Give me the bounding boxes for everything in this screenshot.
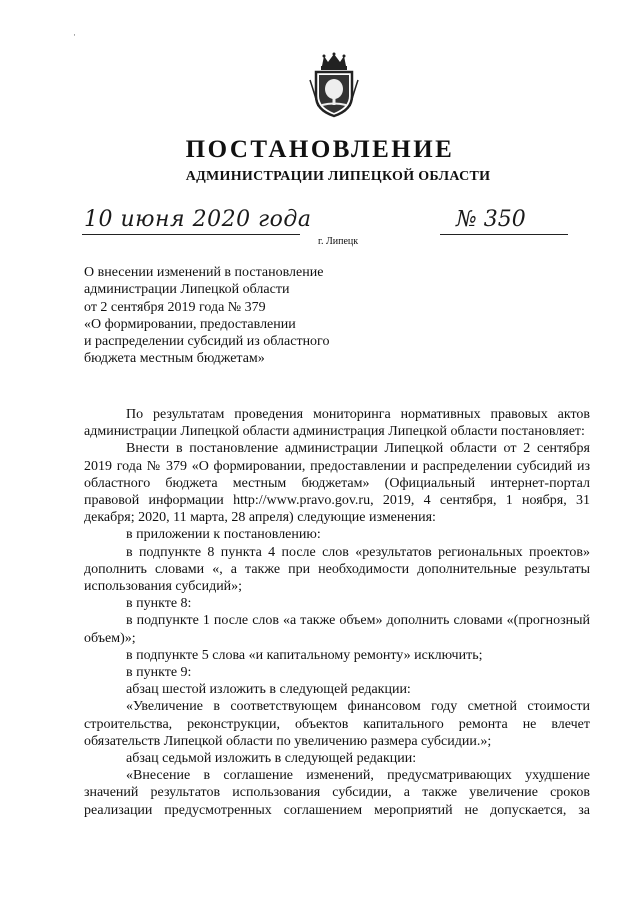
scan-mark: · [73,30,76,40]
heading-line: от 2 сентября 2019 года № 379 [84,299,266,315]
heading-line: бюджета местным бюджетам» [84,351,265,367]
heading-line: администрации Липецкой области [84,282,290,298]
paragraph: По результатам проведения мониторинга нормативных правовых актов администрации Липецкой области администрация Липецкой области постановляет: [84,407,590,440]
handwritten-number: № 350 [456,207,526,232]
paragraph: в подпункте 5 слова «и капитальному ремонту» исключить; [126,647,483,663]
paragraph: в подпункте 8 пункта 4 после слов «результатов региональных проектов» дополнить словами «, а также при необходимости дополнительные результаты использования субсидий»; [84,544,590,595]
paragraph: «Внесение в соглашение изменений, предусматривающих ухудшение значений результатов использования субсидии, а также увеличение сроков реализации предусмотренных соглашением мероприятий не допускается, за [84,768,590,818]
heading-line: и распределении субсидий из областного [84,334,330,350]
handwritten-date: 10 июня 2020 года [84,207,312,232]
document-body [84,406,590,819]
date-underline [82,234,300,235]
city-label: г. Липецк [318,236,359,247]
paragraph: «Увеличение в соответствующем финансовом году сметной стоимости строительства, реконструкции, объектов капитального ремонта не влечет обязательств Липецкой области по увеличению размера субсидии.»; [84,699,590,749]
heading-line: «О формировании, предоставлении [84,316,296,332]
document-heading [84,264,414,368]
paragraph: абзац шестой изложить в следующей редакции: [126,682,411,698]
paragraph: абзац седьмой изложить в следующей редакции: [126,751,417,767]
paragraph: в подпункте 1 после слов «а также объем» дополнить словами «(прогнозный объем)»; [84,613,590,646]
document-title: ПОСТАНОВЛЕНИЕ [185,136,455,163]
paragraph: в приложении к постановлению: [126,527,321,543]
paragraph: Внести в постановление администрации Липецкой области от 2 сентября 2019 года № 379 «О формировании, предоставлении и распределении субсидий из областного бюджета местным бюджетам» (Официальный интернет-портал правовой информации http://www.pravo.gov.ru, 2019, 4 сентября, 1 ноября, 31 декабря; 2020, 11 марта, 28 апреля) следующие изменения: [84,441,590,526]
paragraph: в пункте 8: [126,596,192,612]
heading-line: О внесении изменений в постановление [84,265,324,280]
document-subtitle: АДМИНИСТРАЦИИ ЛИПЕЦКОЙ ОБЛАСТИ [185,169,491,184]
number-underline [440,234,568,235]
paragraph: в пункте 9: [126,665,192,681]
coat-of-arms-icon [308,52,360,118]
